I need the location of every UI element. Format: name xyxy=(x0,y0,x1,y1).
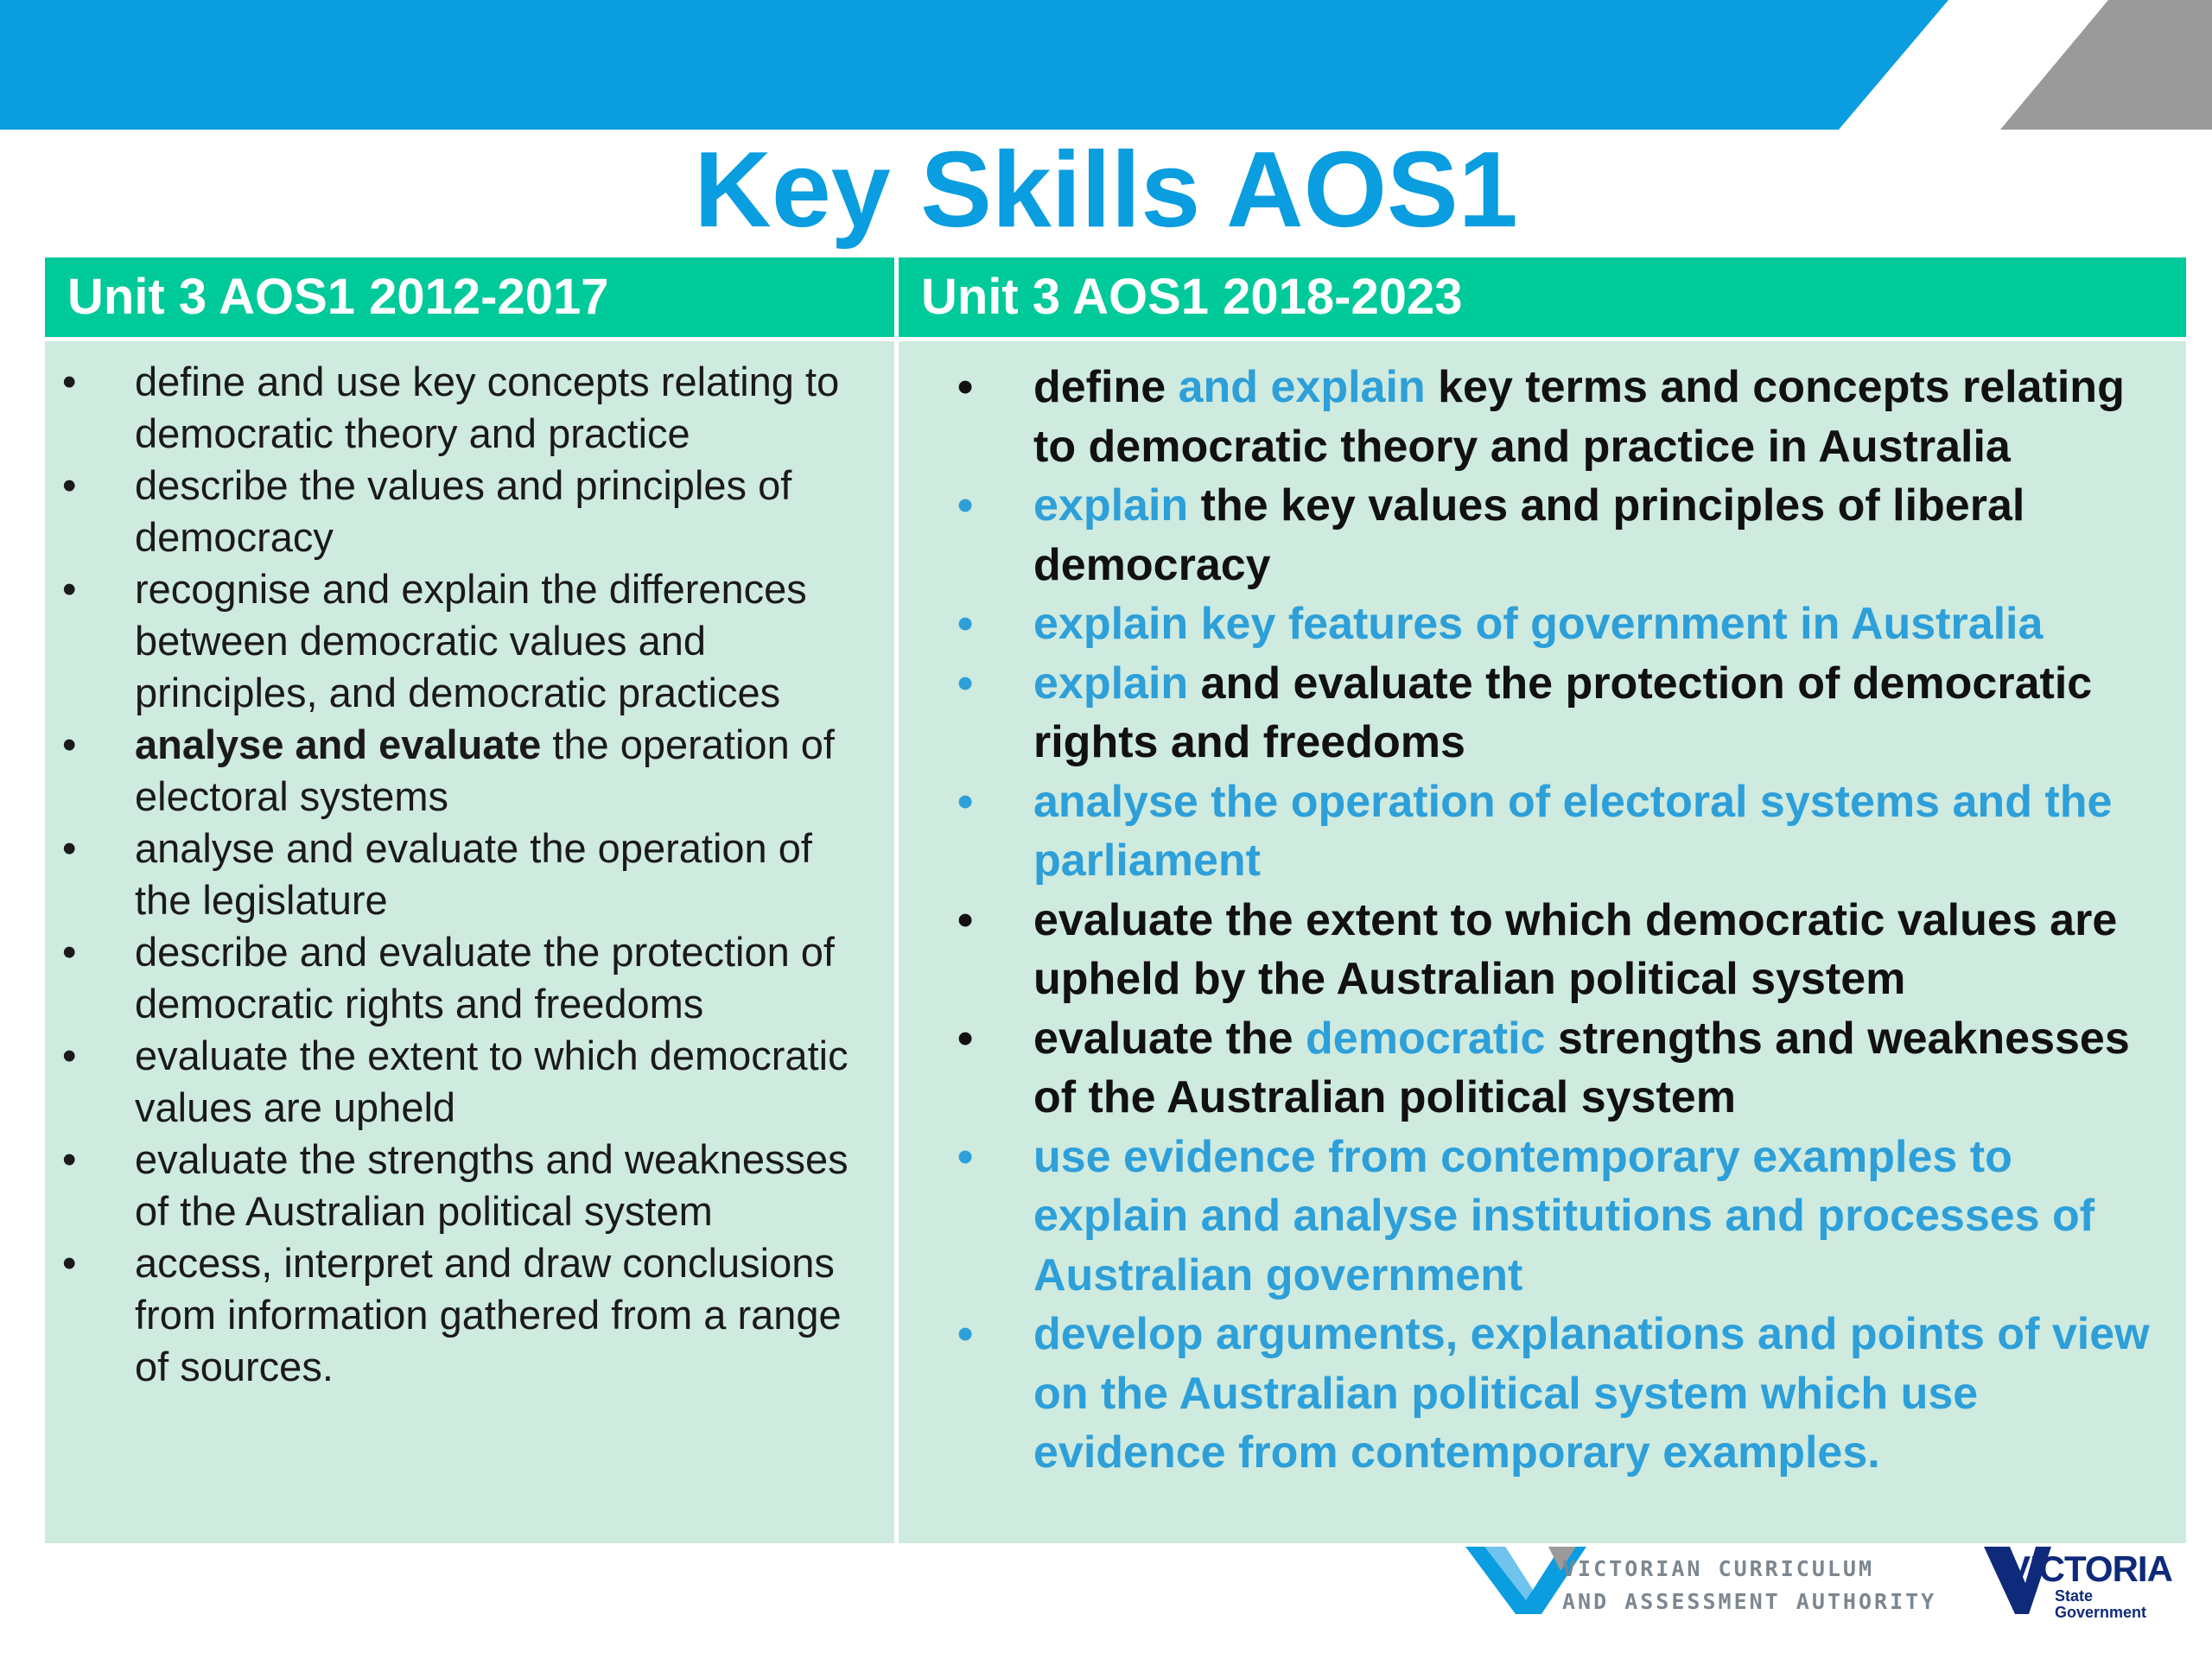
left-skill-item xyxy=(45,356,874,460)
header-2012-2017: Unit 3 AOS1 2012-2017 xyxy=(45,257,894,337)
skill-emphasis: analyse and evaluate xyxy=(135,721,542,767)
skill-text-highlight: explain xyxy=(1033,480,1189,531)
skill-text-highlight: explain key features of government in Australia xyxy=(1033,599,2044,649)
column-divider xyxy=(894,257,899,1543)
left-skill-item xyxy=(45,1030,874,1134)
left-skill-item xyxy=(45,460,874,563)
left-skill-item xyxy=(45,719,874,823)
skill-text: describe and evaluate the protection of democratic rights and freedoms xyxy=(135,929,835,1027)
header-band-grey xyxy=(2000,0,2212,130)
skill-text: describe the values and principles of democracy xyxy=(135,462,792,560)
victoria-wordmark: VICTORIA xyxy=(2006,1548,2172,1589)
bullet-icon: • xyxy=(957,776,974,827)
bullet-icon: • xyxy=(957,894,974,945)
right-skill-item xyxy=(907,358,2177,476)
right-skill-item xyxy=(907,891,2177,1009)
header-divider xyxy=(45,337,2186,341)
right-skill-item xyxy=(907,1009,2177,1128)
skill-text: define and use key concepts relating to democratic theory and practice xyxy=(135,359,840,456)
right-skills-list xyxy=(907,358,2177,1483)
skill-text: analyse and evaluate the operation of the legislature xyxy=(135,825,812,923)
skill-text-highlight: use evidence from contemporary examples to explain and analyse institutions and processes of Australian government xyxy=(1033,1131,2095,1300)
comparison-table xyxy=(45,257,2186,1543)
header-2018-2023: Unit 3 AOS1 2018-2023 xyxy=(899,257,2186,337)
bullet-icon: • xyxy=(62,929,77,975)
header-band-blue xyxy=(0,0,1948,130)
bullet-icon: • xyxy=(62,825,77,871)
bullet-icon: • xyxy=(62,566,77,612)
skill-text: define xyxy=(1033,362,1179,412)
bullet-icon: • xyxy=(957,1013,974,1064)
victoria-sub-line2: Government xyxy=(2055,1604,2147,1621)
bullet-icon: • xyxy=(957,1309,974,1359)
left-skill-item xyxy=(45,1237,874,1393)
bullet-icon: • xyxy=(62,1240,77,1286)
left-skill-item xyxy=(45,1134,874,1237)
left-skill-item xyxy=(45,926,874,1030)
left-skill-item xyxy=(45,563,874,719)
bullet-icon: • xyxy=(957,362,974,412)
skill-text: evaluate the extent to which democratic values are upheld by the Australian political system xyxy=(1033,894,2118,1004)
skill-text-highlight: analyse the operation of electoral systems and the parliament xyxy=(1033,776,2113,886)
bullet-icon: • xyxy=(957,658,974,709)
bullet-icon: • xyxy=(62,462,77,508)
left-skill-item xyxy=(45,823,874,926)
victoria-subtitle xyxy=(2055,1588,2146,1621)
right-skill-item xyxy=(907,476,2177,594)
skill-text: the operation of electoral systems xyxy=(135,721,835,819)
vcaa-logo-text xyxy=(1562,1553,1936,1618)
right-skill-item xyxy=(907,654,2177,772)
skill-text: evaluate the extent to which democratic values are upheld xyxy=(135,1033,849,1130)
bullet-icon: • xyxy=(957,599,974,649)
skill-text: key terms and concepts relating to democratic theory and practice in Australia xyxy=(1033,362,2125,472)
bullet-icon: • xyxy=(62,359,77,404)
skill-text: access, interpret and draw conclusions from information gathered from a range of sources. xyxy=(135,1240,842,1389)
page-title: Key Skills AOS1 xyxy=(694,130,1518,250)
skill-text: the key values and principles of liberal democracy xyxy=(1033,480,2025,590)
bullet-icon: • xyxy=(957,480,974,531)
right-skill-item xyxy=(907,594,2177,654)
skill-text: strengths and weaknesses of the Australian political system xyxy=(1033,1013,2130,1122)
right-skill-item xyxy=(907,1305,2177,1483)
skill-text: and evaluate the protection of democratic rights and freedoms xyxy=(1033,658,2093,767)
skill-text-highlight: explain xyxy=(1033,658,1189,709)
vcaa-line2: AND ASSESSMENT AUTHORITY xyxy=(1562,1589,1937,1614)
skill-text: evaluate the xyxy=(1033,1013,1306,1064)
skill-text-highlight: democratic xyxy=(1306,1013,1546,1064)
bullet-icon: • xyxy=(957,1131,974,1182)
bullet-icon: • xyxy=(62,1033,77,1078)
skill-text-highlight: and explain xyxy=(1178,362,1426,412)
skill-text: evaluate the strengths and weaknesses of the Australian political system xyxy=(135,1136,849,1234)
skill-text-highlight: develop arguments, explanations and points of view on the Australian political system which use evidence from contemporary examples. xyxy=(1033,1309,2150,1478)
right-skill-item xyxy=(907,772,2177,891)
left-skills-list xyxy=(45,356,874,1393)
bullet-icon: • xyxy=(62,721,77,767)
victoria-sub-line1: State xyxy=(2055,1587,2094,1605)
skill-text: recognise and explain the differences between democratic values and principles, and democratic practices xyxy=(135,566,807,715)
right-skill-item xyxy=(907,1128,2177,1306)
vcaa-line1: VICTORIAN CURRICULUM xyxy=(1562,1556,1875,1581)
bullet-icon: • xyxy=(62,1136,77,1182)
header-band xyxy=(0,0,2212,130)
